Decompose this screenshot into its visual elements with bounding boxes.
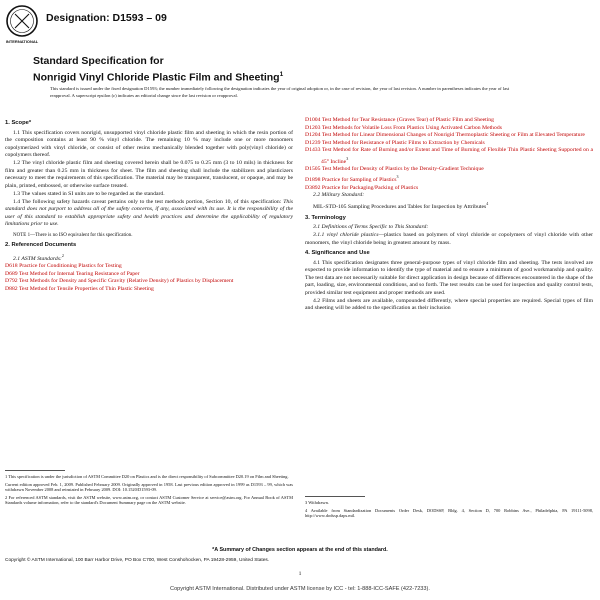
para-1-4-text: 1.4 The following safety hazards caveat pertains only to the test methods portion, Section 10, of this specification: [13, 198, 284, 205]
significance-heading: 4. Significance and Use [305, 250, 370, 257]
reference-item[interactable] [305, 173, 593, 184]
reference-code[interactable]: D882 [5, 285, 18, 292]
reference-title[interactable]: Practice for Sampling of Plastics [321, 177, 397, 184]
reference-code[interactable]: D1898 [305, 177, 321, 184]
astm-logo [5, 4, 39, 46]
title-line2: Nonrigid Vinyl Chloride Plastic Film and Sheeting [33, 71, 280, 84]
page-number: 1 [298, 571, 302, 577]
adoption-notice: This standard is issued under the fixed designation D1593; the number immediately following the designation indicates the year of original adoption or, in the case of revision, the year of last revision. A number in parentheses indicates the year of last reapproval. A superscript epsilon (ε) indicates an editorial change since the last revision or reapproval. [50, 86, 510, 98]
para-1-4 [5, 199, 293, 229]
footnote-3: 3 Withdrawn. [305, 500, 329, 505]
footnote-mark: 3 [346, 155, 349, 161]
logo-caption: INTERNATIONAL [5, 39, 39, 44]
safety-caveat: This standard does not purport to address all of the safety concerns, if any, associated with its use. It is the responsibility of the user of this standard to establish appropriate safety and health practices and determine the applicability of regulatory limitations prior to use. [5, 198, 293, 227]
reference-item[interactable] [5, 286, 293, 294]
reference-code[interactable]: D689 [5, 270, 18, 277]
scope-heading: 1. Scope* [5, 120, 32, 126]
astm-standards-label: 2.1 ASTM Standards:$^2$ [13, 252, 64, 262]
copyright-line: Copyright © ASTM International, 100 Barr Harbor Drive, PO Box C700, West Conshohocken, PA 19428-2959, United States. [5, 558, 270, 563]
reference-item[interactable] [5, 278, 293, 286]
reference-code[interactable]: D1004 [305, 117, 321, 123]
reference-title[interactable]: Practice for Packaging/Packing of Plastics [321, 184, 419, 191]
reference-title[interactable]: Test Method for Density of Plastics by the Density-Gradient Technique [321, 165, 484, 172]
title-line1: Standard Specification for [33, 55, 164, 67]
note-1: NOTE 1—There is no ISO equivalent for this specification. [13, 232, 133, 238]
reference-item[interactable] [305, 147, 593, 166]
footnote-1: 1 This specification is under the jurisdiction of ASTM Committee D20 on Plastics and is the direct responsibility of Subcommittee D20.19 on Film and Sheeting. [5, 474, 289, 479]
reference-title[interactable]: Test Method for Resistance of Plastic Films to Extraction by Chemicals [321, 139, 485, 146]
reference-code[interactable]: D792 [5, 278, 18, 285]
reference-code[interactable]: D618 [5, 263, 18, 270]
footnote-1-edition: Current edition approved Feb. 1, 2009. Published February 2009. Originally approved in 1958. Last previous edition approved in 1999 as D1593 – 99, which was withdrawn November 2008 and reinstated in February 2009. DOI: 10.1520/D1593-09. [5, 481, 293, 493]
reference-item[interactable] [305, 140, 593, 148]
para-3-1: 3.1 Definitions of Terms Specific to This Standard: [313, 224, 429, 231]
reference-item[interactable] [305, 117, 593, 125]
footnote-4: 4 Available from Standardization Documents Order Desk, DODSSP, Bldg. 4, Section D, 700 Robbins Ave., Philadelphia, PA 19111-5098, http://www.dodssp.daps.mil. [305, 507, 593, 519]
reference-title[interactable]: Test Method for Tensile Properties of Thin Plastic Sheeting [18, 285, 154, 292]
reference-item[interactable] [5, 263, 293, 271]
reference-code[interactable]: D1239 [305, 139, 321, 146]
reference-code[interactable]: D1433 [305, 147, 321, 153]
military-standard-label: 2.2 Military Standard: [313, 192, 365, 199]
referenced-documents-heading: 2. Referenced Documents [5, 242, 77, 248]
reference-item[interactable] [305, 185, 593, 193]
astm-reference-list-left [5, 263, 293, 293]
designation: Designation: D1593 – 09 [46, 12, 167, 24]
reference-code[interactable]: D3892 [305, 184, 321, 191]
para-1-2: 1.2 The vinyl chloride plastic film and sheeting covered herein shall be 0.075 to 0.25 mm (3 to 10 mils) in thickness for film and greater than 0.25 mm in thickness for sheet. The film and sheeting shall include the stabilizers and plasticizers necessary to meet the requirements of this specification. The material may be transparent, translucent, or opaque, and may be plain, printed, embossed, or otherwise surface treated. [5, 160, 293, 189]
para-1-3: 1.3 The values stated in SI units are to be regarded as the standard. [13, 190, 165, 197]
reference-title[interactable]: Test Methods for Volatile Loss From Plastics Using Activated Carbon Methods [321, 124, 502, 131]
mil-std-105: MIL-STD-105 Sampling Procedures and Tables for Inspection by Attributes$^4$ [313, 201, 489, 211]
reference-title[interactable]: Practice for Conditioning Plastics for Testing [19, 263, 122, 270]
footnote-divider-left [5, 470, 65, 471]
footnote-divider-right [305, 496, 365, 497]
para-4-2: 4.2 Films and sheets are available, compounded differently, where special properties are required. Special types of film and sheeting will be added to the specification as their inclusion [305, 297, 593, 312]
title-footnote-mark: 1 [279, 71, 284, 78]
para-1-1: 1.1 This specification covers nonrigid, unsupported vinyl chloride plastic film and sheeting in which the resin portion of the composition contains at least 90 % vinyl chloride. The remaining 10 % may include one or more monomers copolymerized with vinyl chloride, or consist of other resins mechanically blended together with poly(vinyl chloride) or copolymers thereof. [5, 129, 293, 158]
reference-item[interactable] [305, 125, 593, 133]
para-4-1: 4.1 This specification designates three general-purpose types of vinyl chloride film and sheeting. The tests involved are expected to provide information to identify the type of material and to ensure a minimum of good workmanship and quality. The test data are not necessarily suitable for direct application in design because of differences encountered in the shape of the part, loading, size, environmental conditions, and so forth. The test results can be used for inspection and quality control tests, provided similar test equipment and proper methods are used. [305, 259, 593, 296]
footnote-2: 2 For referenced ASTM standards, visit the ASTM website, www.astm.org, or contact ASTM Customer Service at service@astm.org. For Annual Book of ASTM Standards volume information, refer to the standard's Document Summary page on the ASTM website. [5, 494, 293, 506]
footnotes-left [5, 474, 293, 508]
reference-item[interactable] [305, 166, 593, 174]
astm-reference-list-right [305, 117, 593, 192]
reference-item[interactable] [305, 132, 593, 140]
reference-title[interactable]: Test Methods for Density and Specific Gravity (Relative Density) of Plastics by Displacement [18, 278, 234, 285]
footnote-mark: 3 [396, 174, 399, 180]
reference-code[interactable]: D1203 [305, 124, 321, 131]
reference-title[interactable]: Test Method for Tear Resistance (Graves Tear) of Plastic Film and Sheeting [321, 117, 494, 123]
reference-title[interactable]: Test Method for Internal Tearing Resistance of Paper [18, 270, 140, 277]
summary-of-changes-note: *A Summary of Changes section appears at the end of this standard. [212, 547, 388, 553]
license-banner: Copyright ASTM International. Distributed under ASTM license by ICC - tel: 1-888-ICC-SAFE (422-7233). [170, 586, 430, 592]
reference-code[interactable]: D1204 [305, 132, 321, 138]
para-3-1-1: 3.1.1 vinyl chloride plastics—plastics based on polymers of vinyl chloride or copolymers of vinyl chloride with other monomers, the vinyl chloride being in greatest amount by mass. [305, 232, 594, 246]
footnotes-right [305, 500, 593, 521]
document-title [33, 55, 473, 85]
reference-title[interactable]: Test Method for Rate of Burning and/or Extent and Time of Burning of Flexible Thin Plastic Sheeting Supported on a 45° Incline [321, 147, 593, 165]
right-column [305, 117, 593, 313]
reference-code[interactable]: D1505 [305, 165, 321, 172]
reference-title[interactable]: Test Method for Linear Dimensional Changes of Nonrigid Thermoplastic Sheeting or Film at Elevated Temperature [321, 132, 585, 138]
terminology-heading: 3. Terminology [305, 214, 346, 221]
left-column [5, 117, 293, 293]
